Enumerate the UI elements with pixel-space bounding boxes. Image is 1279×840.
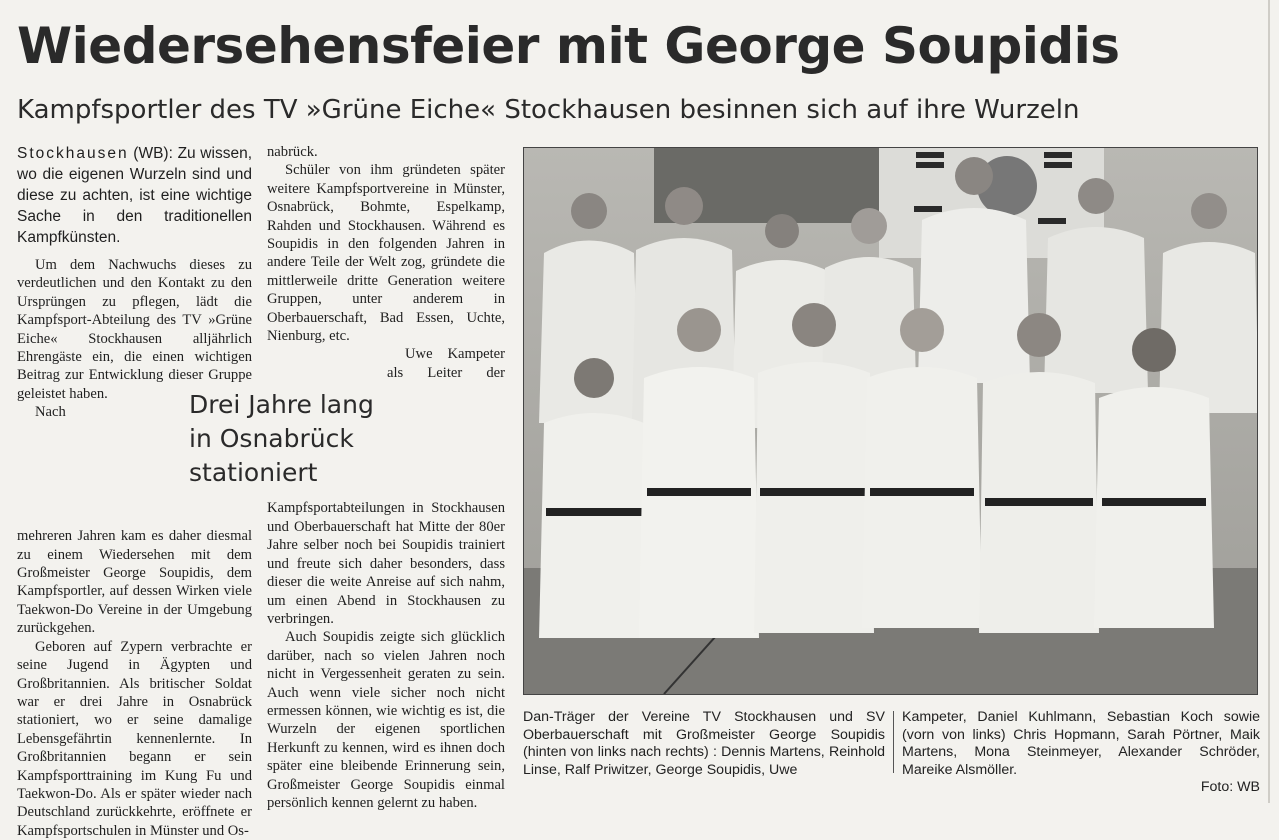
page-edge <box>1268 0 1270 803</box>
caption-divider <box>893 711 894 773</box>
photo-caption-right <box>902 709 1260 797</box>
dateline-city: Stockhausen <box>17 145 129 162</box>
group-photo <box>523 147 1258 695</box>
body-paragraph: Schüler von ihm gründeten später weitere Kampfsportvereine in Münster, Osnabrück, Bohmte, Espelkamp, Rahden und Stockhausen. Während es Soupidis in den folgenden Jahren in andere Teile der Welt zog, gründete die mittlerweile dritte Generation weitere Gruppen, unter anderem in Oberbauerschaft, Bad Essen, Uchte, Nienburg, etc. <box>267 162 505 345</box>
photo-credit: Foto: WB <box>1200 779 1260 796</box>
body-paragraph: Auch Soupidis zeigte sich glücklich darüber, nach so vielen Jahren noch nicht in Vergessenheit geraten zu sein. Auch wenn viele sicher noch nicht ermessen können, wie wichtig es ist, die Wurzeln der eigenen sportlichen Herkunft zu kennen, wird es ihnen doch später eine bleibende Erinnerung sein, Großmeister George Soupidis einmal persönlich kennen gelernt zu haben. <box>267 629 505 811</box>
body-paragraph: Uwe Kampeter als Leiter der Kampfsportabteilungen in Stockhausen und Oberbauerschaft hat Mitte der 80er Jahre selber noch bei Soupidis trainiert und freute sich daher besonders, dass dieser die weite Anreise auf sich nahm, um einen Abend in Stockhausen zu verbringen. <box>267 346 505 627</box>
body-paragraph: Um dem Nachwuchs dieses zu verdeutlichen und den Kontakt zu den Ursprüngen zu pflegen, lädt die Kampfsport-Abteilung des TV »Grüne Eiche« Stockhausen alljährlich Ehrengäste ein, die einen wichtigen Beitrag zur Entwicklung dieser Gruppe geleistet haben. <box>17 257 252 402</box>
body-paragraph: nabrück. <box>267 144 318 160</box>
body-paragraph: Geboren auf Zypern verbrachte er seine Jugend in Ägypten und Großbritannien. Als britischer Soldat war er drei Jahre in Osnabrück stationiert, wo er seine damalige Lebensgefährtin kennenlernte. In Großbritannien begann er sein Kampfsporttraining im Kung Fu und Taekwon-Do. Als er später wieder nach Deutschland zurückkehrte, eröffnete er Kampfsportschulen in Münster und Os- <box>17 638 252 839</box>
headline: Wiedersehensfeier mit George Soupidis <box>17 17 1120 75</box>
dateline-source: (WB): <box>128 145 173 162</box>
photo-caption-left: Dan-Träger der Vereine TV Stockhausen und SV Oberbauerschaft mit Großmeister George Soupidis (hinten von links nach rechts) : Dennis Martens, Reinhold Linse, Ralf Priwitzer, George Soupidis, Uwe <box>523 709 885 778</box>
pull-quote: Drei Jahre lang in Osnabrück stationiert <box>183 386 395 492</box>
group-photo-illustration <box>524 148 1257 694</box>
subheadline: Kampfsportler des TV »Grüne Eiche« Stockhausen besinnen sich auf ihre Wurzeln <box>17 95 1080 125</box>
lead-text: Zu wissen, wo die eigenen Wurzeln sind und diese zu achten, ist eine wichtige Sache in den traditionellen Kampfkünsten. <box>17 145 252 246</box>
lead-paragraph <box>17 143 252 248</box>
body-paragraph: Nach mehreren Jahren kam es daher diesmal zu einem Wiedersehen mit dem Großmeister George Soupidis, dem Kampfsportler, auf dessen Wirken viele Taekwon-Do Vereine in der Umgebung zurückgehen. <box>17 404 252 637</box>
caption-text: Kampeter, Daniel Kuhlmann, Sebastian Koch sowie (vorn von links) Chris Hopmann, Sarah Pörtner, Maik Martens, Mona Steinmeyer, Alexander Schröder, Mareike Alsmöller. <box>902 709 1260 778</box>
